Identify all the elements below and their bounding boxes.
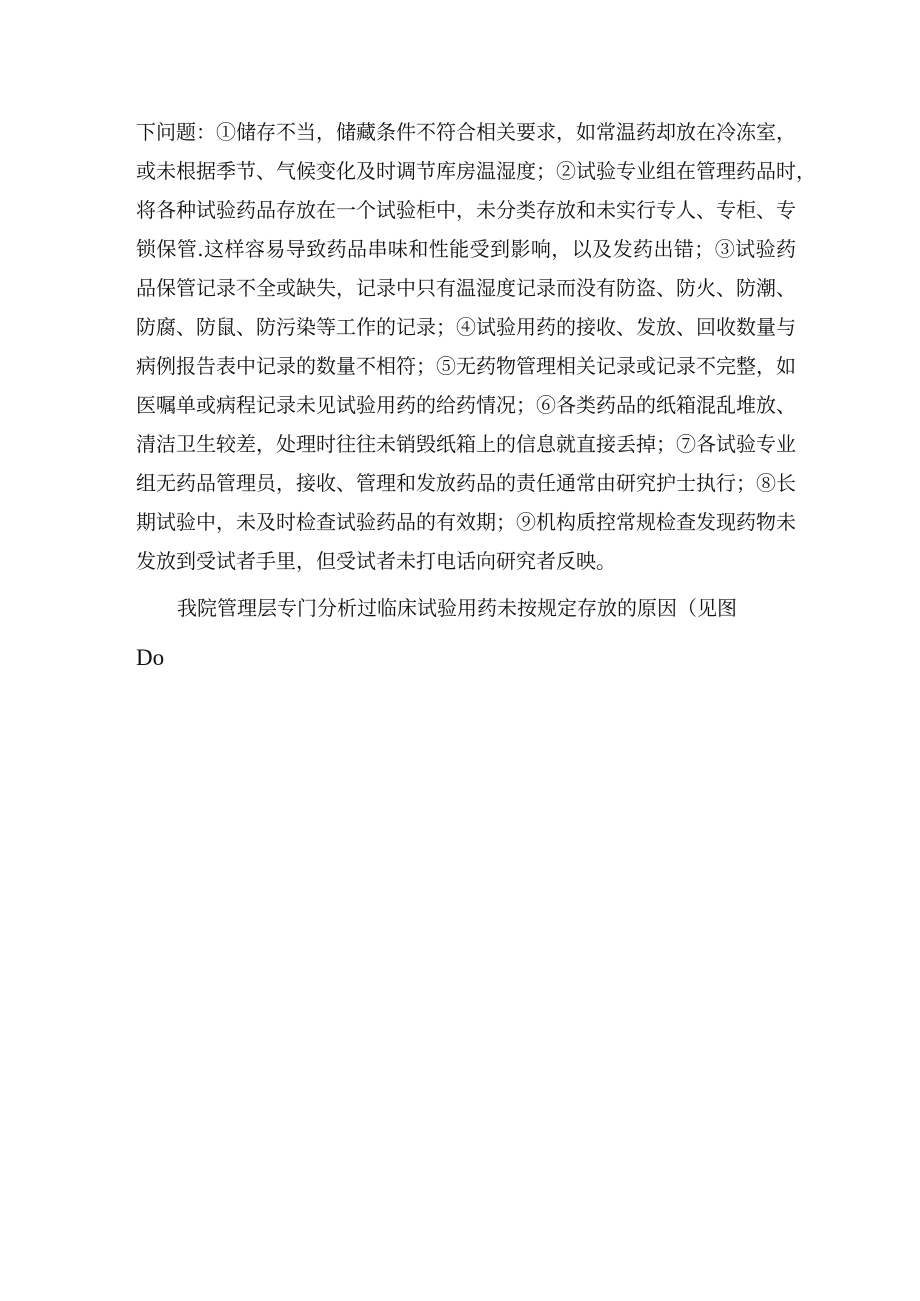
paragraph-line: 病例报告表中记录的数量不相符；⑤无药物管理相关记录或记录不完整，如 xyxy=(136,354,796,378)
paragraph-2: 我院管理层专门分析过临床试验用药未按规定存放的原因（见图 xyxy=(177,596,737,620)
document-body xyxy=(136,113,816,677)
paragraph-line: 锁保管.这样容易导致药品串味和性能受到影响，以及发药出错；③试验药 xyxy=(136,237,796,261)
paragraph-line: 防腐、防鼠、防污染等工作的记录；④试验用药的接收、发放、回收数量与 xyxy=(136,315,796,339)
paragraph-line: 清洁卫生较差，处理时往往未销毁纸箱上的信息就直接丢掉；⑦各试验专业 xyxy=(136,432,796,456)
paragraph-line: 或未根据季节、气候变化及时调节库房温湿度；②试验专业组在管理药品时， xyxy=(136,159,816,183)
paragraph-line: 发放到受试者手里，但受试者未打电话向研究者反映。 xyxy=(136,549,616,573)
paragraph-line: 品保管记录不全或缺失，记录中只有温湿度记录而没有防盗、防火、防潮、 xyxy=(136,276,796,300)
paragraph-line: 医嘱单或病程记录未见试验用药的给药情况；⑥各类药品的纸箱混乱堆放、 xyxy=(136,393,796,417)
paragraph-line: 下问题：①储存不当，储藏条件不符合相关要求，如常温药却放在冷冻室， xyxy=(136,120,796,144)
trailing-text: Do xyxy=(136,645,165,670)
paragraph-1 xyxy=(136,113,816,581)
paragraph-line: 将各种试验药品存放在一个试验柜中，未分类存放和未实行专人、专柜、专 xyxy=(136,198,796,222)
paragraph-line: 期试验中，未及时检查试验药品的有效期；⑨机构质控常规检查发现药物未 xyxy=(136,510,796,534)
paragraph-line: 组无药品管理员，接收、管理和发放药品的责任通常由研究护士执行；⑧长 xyxy=(136,471,796,495)
